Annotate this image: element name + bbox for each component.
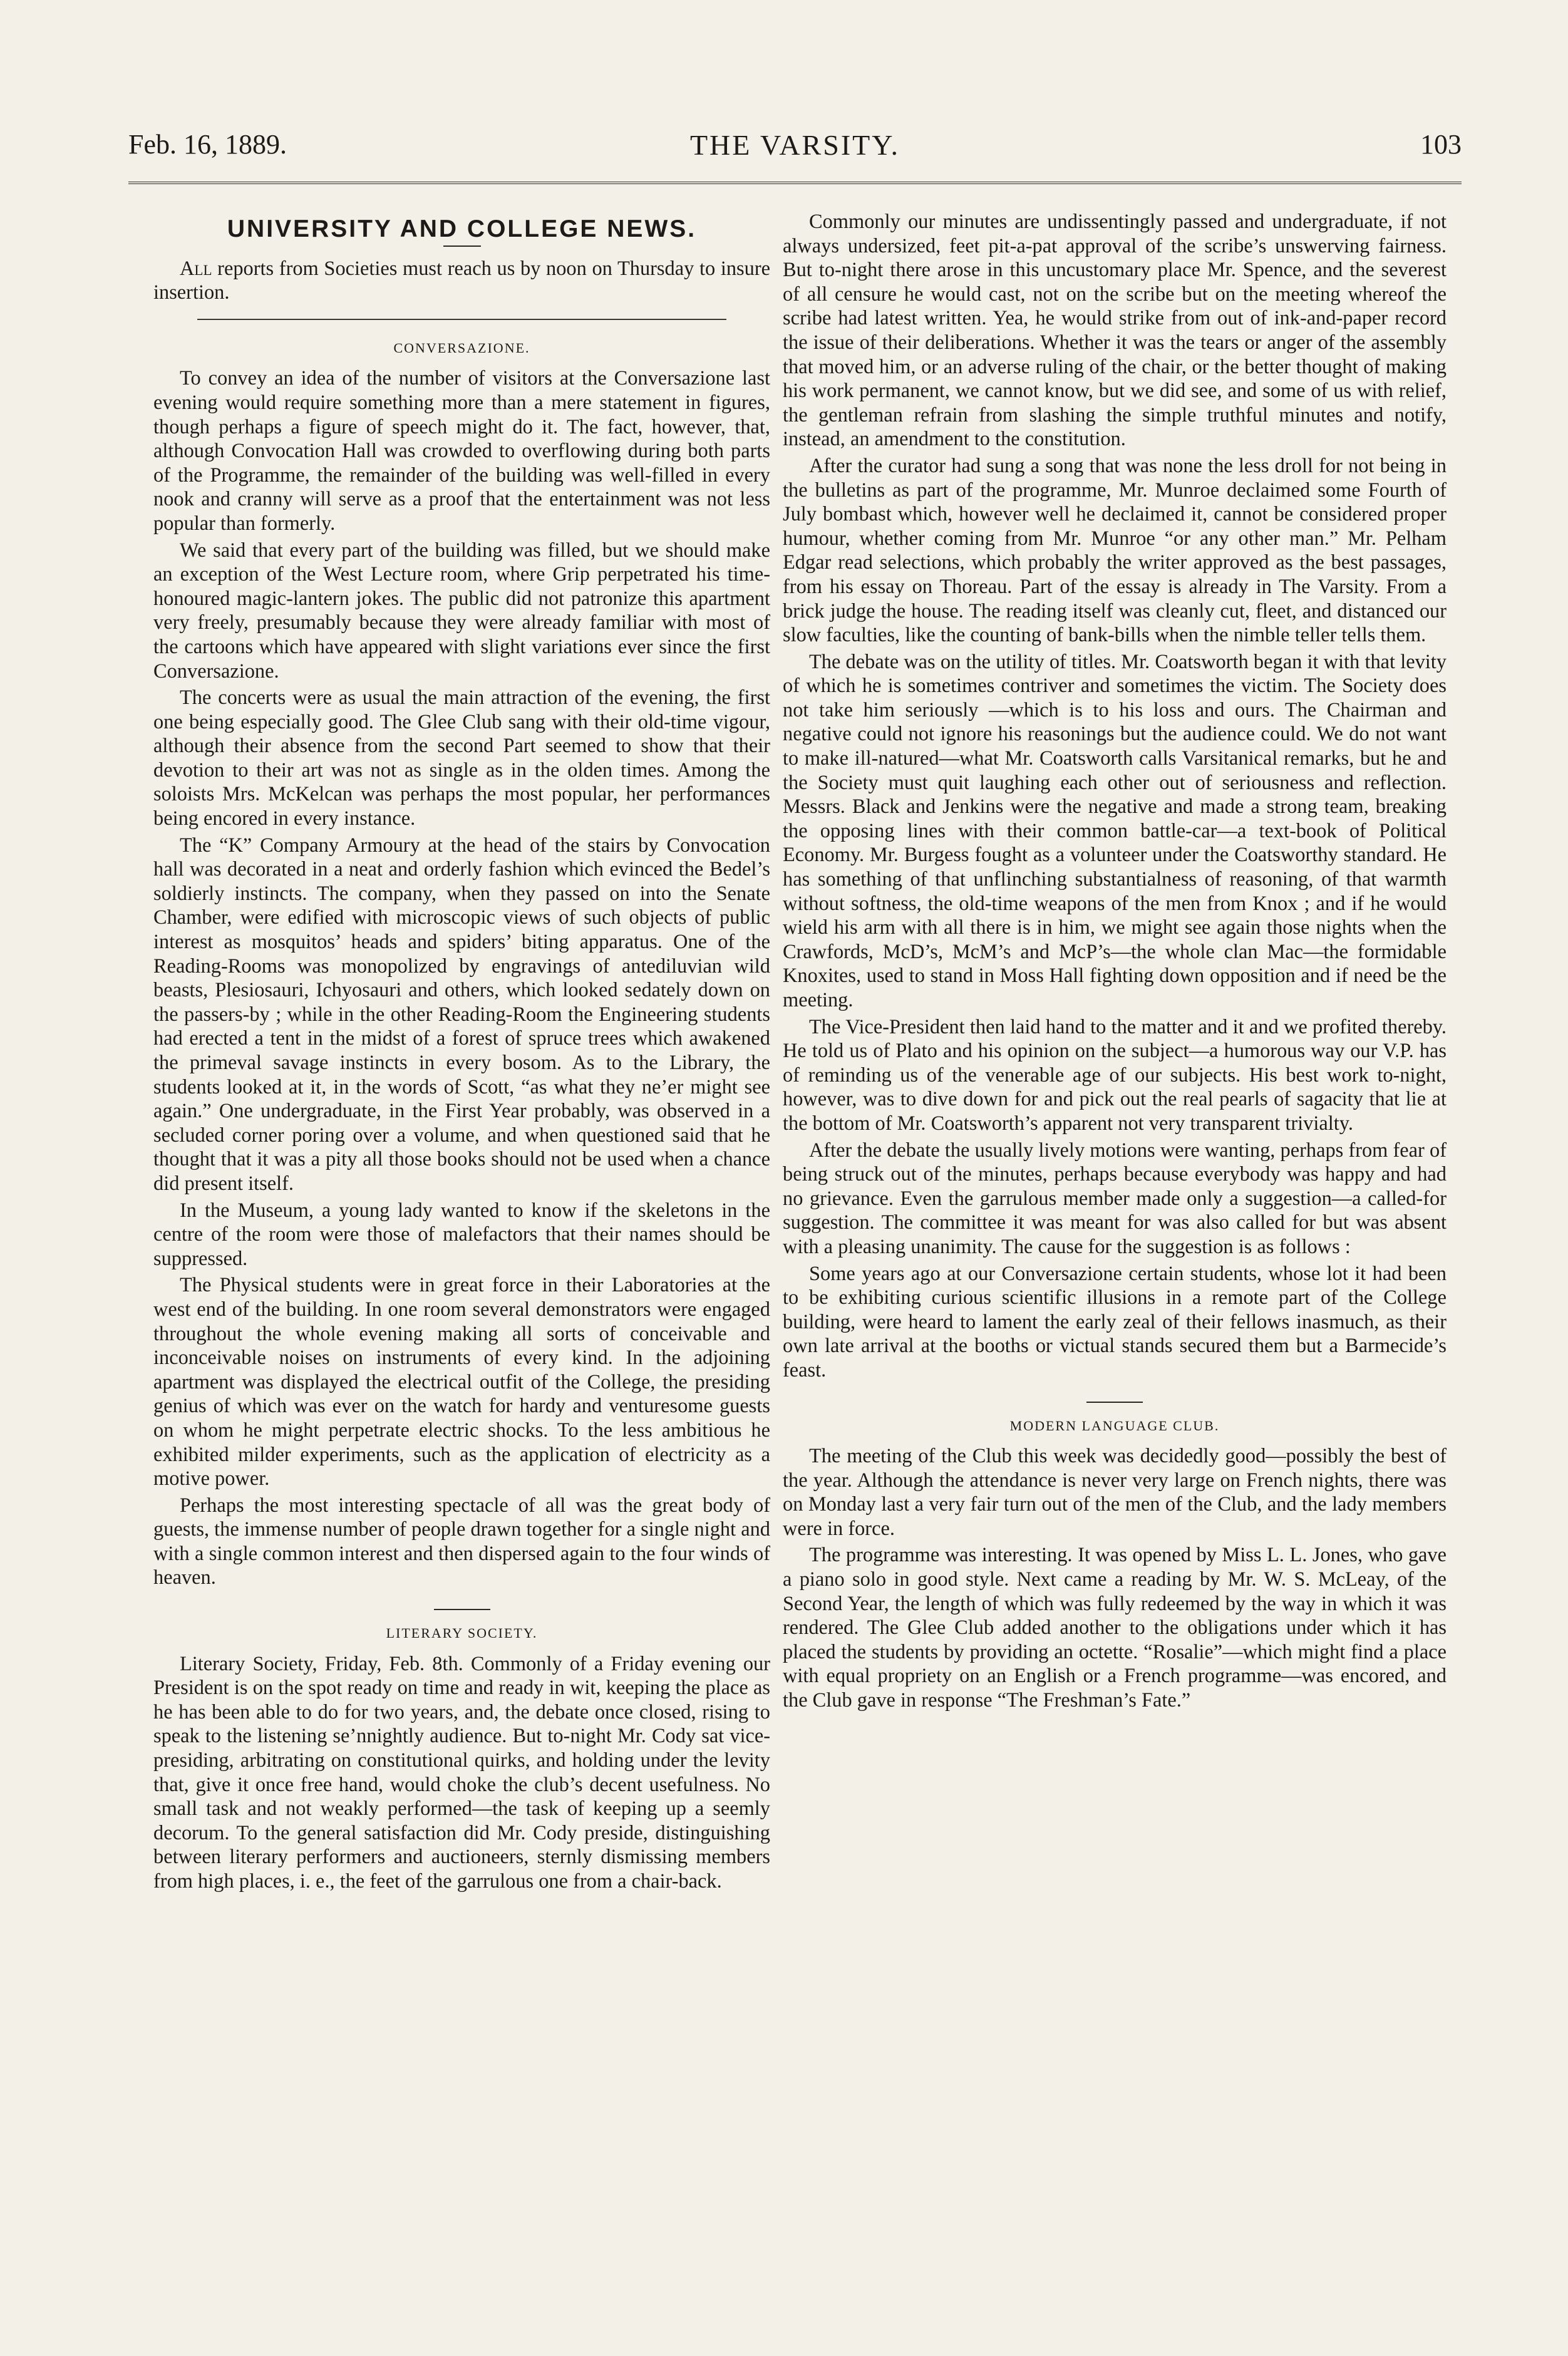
article-paragraph: Commonly our minutes are undissentingly passed and undergraduate, if not always undersized, feet pit-a-pat approval of the scribe’s unswerving fairness. But to-night there arose in this uncustomary place Mr. Spence, and the severest of all censure he would cast, not on the scribe but on the meeting whereof the scribe had latest written. Yea, he would strike from out of ink-and-paper record the issue of their deliberations. Whether it was the tears or anger of the assembly that moved him, or an adverse ruling of the chair, or the better thought of making his work permanent, we cannot know, but we did see, and some of us with relief, the gentleman refrain from slashing the simple truthful minutes and notify, instead, an amendment to the constitution. bbox=[783, 210, 1447, 451]
article-paragraph: Some years ago at our Conversazione certain students, whose lot it had been to be exhibiting curious scientific illusions in a remote part of the College building, were heard to lament the early zeal of their fellows inasmuch, as their own late arrival at the booths or victual stands secured them but a Barmecide’s feast. bbox=[783, 1262, 1447, 1382]
article-paragraph: To convey an idea of the number of visitors at the Conversazione last evening would require something more than a mere statement in figures, though perhaps a figure of speech might do it. The fact, however, that, although Convocation Hall was crowded to overflowing during both parts of the Programme, the remainder of the building was well-filled in every nook and cranny will serve as a proof that the entertainment was not less popular than formerly. bbox=[153, 367, 770, 535]
running-header bbox=[128, 128, 1462, 172]
article-paragraph: The “K” Company Armoury at the head of the stairs by Convocation hall was decorated in a neat and orderly fashion which evinced the Bedel’s soldierly instincts. The company, when they passed on into the Senate Chamber, were edified with microscopic views of such objects of public interest as mosquitos’ heads and spiders’ biting apparatus. One of the Reading-Rooms was monopolized by engravings of antediluvian wild beasts, Plesiosauri, Ichyosauri and others, which looked sedately down on the passers-by ; while in the other Reading-Room the Engineering students had erected a tent in the midst of a forest of spruce trees which awakened the primeval savage instincts in every bosom. As to the Library, the students looked at it, in the words of Scott, “as what they ne’er might see again.” One undergraduate, in the First Year probably, was observed in a secluded corner poring over a volume, and when questioned said that he thought that it was a pity all those books should not be used when a chance did present itself. bbox=[153, 834, 770, 1195]
section-divider bbox=[197, 319, 726, 320]
article-paragraph: We said that every part of the building was filled, but we should make an exception of the West Lecture room, where Grip perpetrated his time-honoured magic-lantern jokes. The public did not patronize this apartment very freely, presumably because they were already familiar with most of the cartoons which have appeared with slight variations ever since the first Conversazione. bbox=[153, 539, 770, 683]
left-column bbox=[153, 210, 770, 1896]
article-paragraph: In the Museum, a young lady wanted to know if the skeletons in the centre of the room were those of malefactors that their names should be suppressed. bbox=[153, 1199, 770, 1270]
submission-notice bbox=[153, 257, 770, 305]
conversazione-heading: CONVERSAZIONE. bbox=[393, 339, 530, 356]
article-paragraph: The debate was on the utility of titles. Mr. Coatsworth began it with that levity of which he is sometimes contriver and sometimes the victim. The Society does not take him seriously —which is to his loss and ours. The Chairman and negative could not ignore his reasonings but the audience could. We do not want to make ill-natured—what Mr. Coatsworth calls Varsitanical remarks, but he and the Society must quit laughing each other out of seriousness and reflection. Messrs. Black and Jenkins were the negative and made a strong team, breaking the opposing lines with their common battle-car—a text-book of Political Economy. Mr. Burgess fought as a volunteer under the Coatsworthy standard. He has something of that unflinching substantialness of reasoning, of that warmth without softness, the old-time weapons of the men from Knox ; and if he would wield his arm with all there is in him, we might see again those nights when the Crawfords, McD’s, McM’s and McP’s—the whole clan Mac—the formidable Knoxites, used to stand in Moss Hall fighting down opposition and if need be the meeting. bbox=[783, 650, 1447, 1011]
article-divider bbox=[434, 1609, 490, 1610]
article-paragraph: The Vice-President then laid hand to the matter and it and we profited thereby. He told us of Plato and his opinion on the subject—a humorous way our V.P. has of reminding us of the venerable age of our subjects. His best work to-night, however, was to dive down for and pick out the real pearls of sagacity that lie at the bottom of Mr. Coatsworth’s apparent not very transparent trivialty. bbox=[783, 1015, 1447, 1135]
literary-society-heading: LITERARY SOCIETY. bbox=[386, 1625, 538, 1641]
article-paragraph: The Physical students were in great force in their Laboratories at the west end of the building. In one room several demonstrators were engaged throughout the whole evening making all sorts of conceivable and inconceivable noises on instruments of every kind. In the adjoining apartment was displayed the electrical outfit of the College, the presiding genius of which was ever on the watch for hardy and venturesome guests on whom he might perpetrate electric shocks. To the less ambitious he exhibited milder experiments, such as the application of electricity as a motive power. bbox=[153, 1274, 770, 1491]
page-number: 103 bbox=[1420, 129, 1462, 160]
article-paragraph: After the debate the usually lively motions were wanting, perhaps from fear of being struck out of the minutes, perhaps because everybody was happy and had no grievance. Even the garrulous member made only a suggestion—a called-for suggestion. The committee it was meant for was also called for but was absent with a pleasing unanimity. The cause for the suggestion is as follows : bbox=[783, 1139, 1447, 1258]
article-paragraph: After the curator had sung a song that was none the less droll for not being in the bulletins as part of the programme, Mr. Munroe declaimed some Fourth of July bombast which, however well he declaimed it, cannot be considered proper humour, whether coming from Mr. Munroe “or any other man.” Mr. Pelham Edgar read selections, which probably the writer approved as the best passages, from his essay on Thoreau. Part of the essay is already in The Varsity. From a brick judge the house. The reading itself was cleanly cut, fleet, and distanced our slow faculties, like the counting of bank-bills when the nimble teller tells them. bbox=[783, 454, 1447, 647]
article-paragraph: The programme was interesting. It was opened by Miss L. L. Jones, who gave a piano solo in good style. Next came a reading by Mr. W. S. McLeay, of the Second Year, the length of which was fully redeemed by the way in which it was rendered. The Glee Club added another to the obligations under which it has placed the students by providing an octette. “Rosalie”—which might find a place with equal propriety on an English or a French programme—was encored, and the Club gave in response “The Freshman’s Fate.” bbox=[783, 1544, 1447, 1712]
right-column bbox=[783, 210, 1447, 1715]
article-paragraph: The concerts were as usual the main attraction of the evening, the first one being especially good. The Glee Club sang with their old-time vigour, although their absence from the second Part seemed to show that their devotion to their art was not as single as in the olden times. Among the soloists Mrs. McKelcan was perhaps the most popular, her performances being encored in every instance. bbox=[153, 686, 770, 830]
publication-title: THE VARSITY. bbox=[689, 129, 900, 161]
article-paragraph: Perhaps the most interesting spectacle of all was the great body of guests, the immense number of people drawn together for a single night and with a single common interest and then dispersed again to the four winds of heaven. bbox=[153, 1494, 770, 1589]
issue-date: Feb. 16, 1889. bbox=[128, 129, 287, 160]
article-divider bbox=[1086, 1402, 1143, 1403]
header-rule bbox=[128, 182, 1462, 188]
heading-rule bbox=[443, 245, 481, 247]
notice-text: reports from Societies must reach us by noon on Thursday to insure insertion. bbox=[153, 257, 770, 304]
modern-language-club-heading: MODERN LANGUAGE CLUB. bbox=[1009, 1417, 1220, 1434]
article-paragraph: Literary Society, Friday, Feb. 8th. Commonly of a Friday evening our President is on the spot ready on time and ready in wit, keeping the place as he has been able to do for two years, and, the debate once closed, rising to speak to the listening se’nnightly audience. But to-night Mr. Cody sat vice-presiding, arbitrating on constitutional quirks, and holding under the levity that, give it once free hand, would choke the club’s decent usefulness. No small task and not weakly performed—the task of keeping up a seemly decorum. To the general satisfaction did Mr. Cody preside, distinguishing between literary performers and auctioneers, sternly dismissing members from high places, i. e., the feet of the garrulous one from a chair-back. bbox=[153, 1652, 770, 1893]
notice-lead: All bbox=[180, 257, 212, 280]
article-paragraph: The meeting of the Club this week was decidedly good—possibly the best of the year. Although the attendance is never very large on French nights, there was on Monday last a very fair turn out of the men of the Club, and the lady members were in force. bbox=[783, 1445, 1447, 1540]
section-heading: UNIVERSITY AND COLLEGE NEWS. bbox=[227, 215, 697, 242]
